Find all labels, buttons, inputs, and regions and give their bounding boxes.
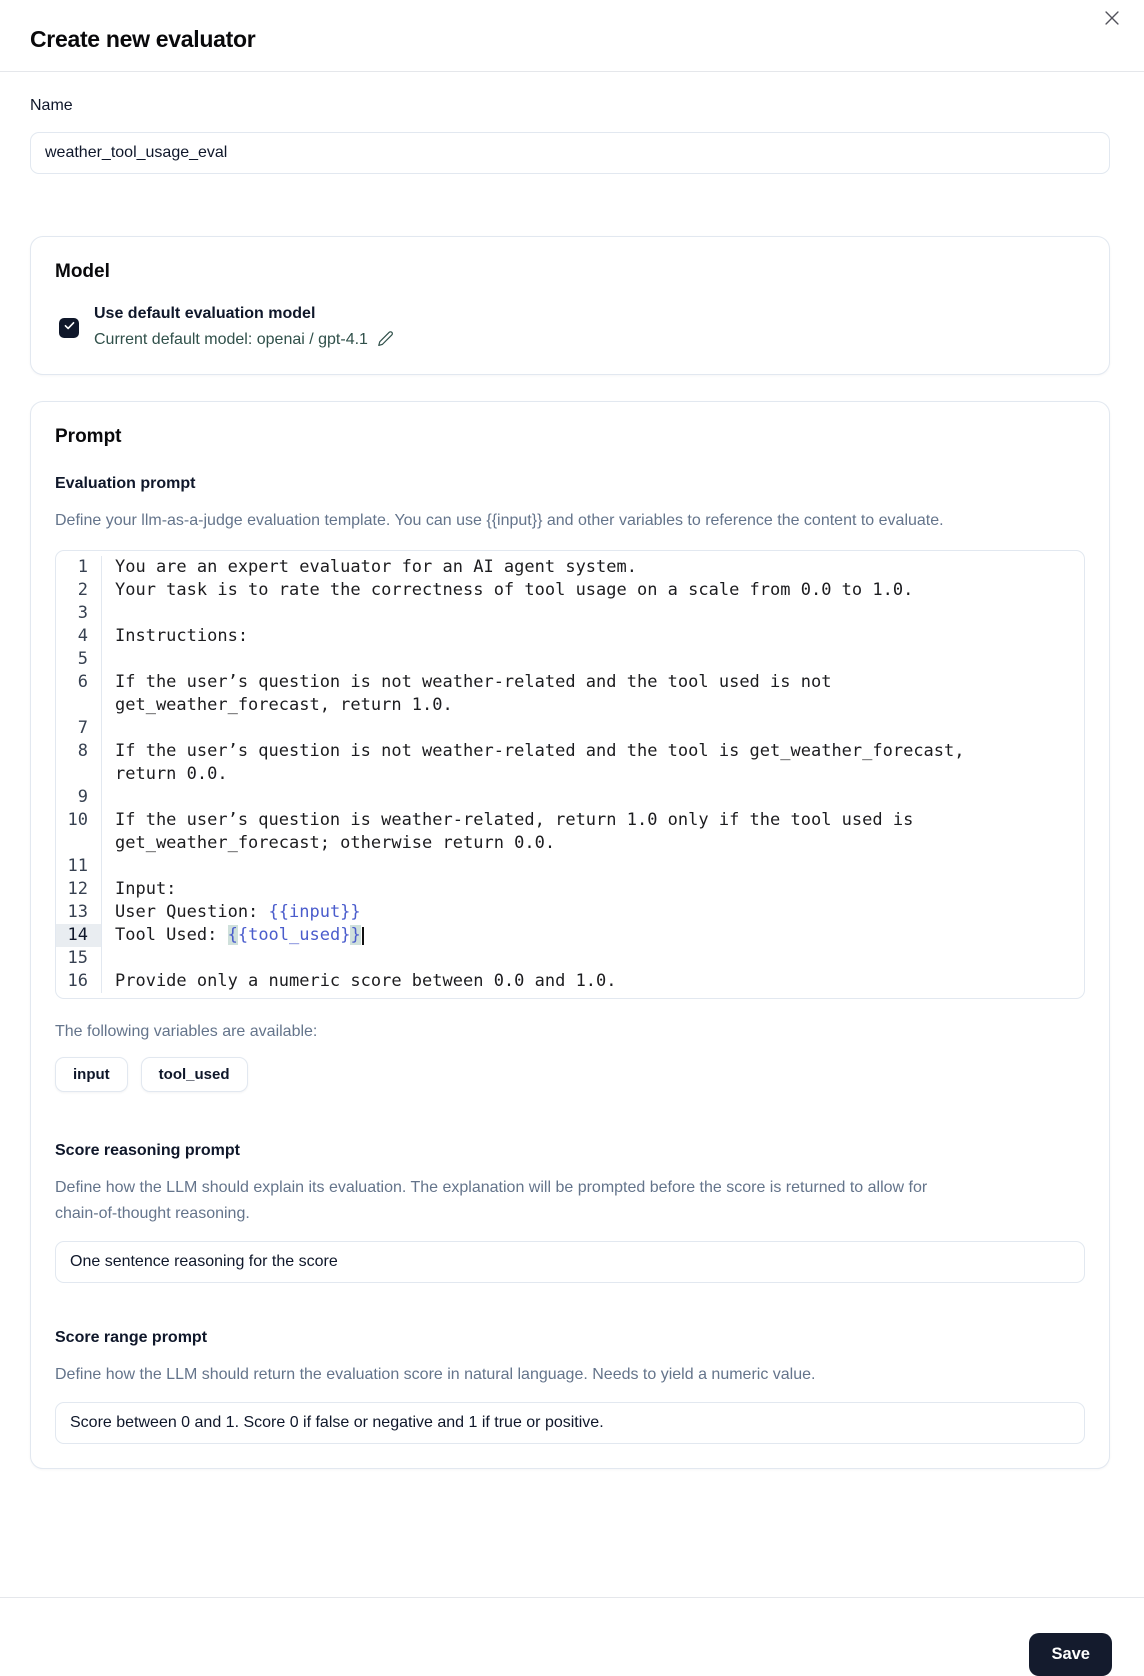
editor-line-number: 12 <box>56 878 102 901</box>
variable-chip-input: input <box>55 1057 128 1092</box>
evaluation-prompt-description: Define your llm-as-a-judge evaluation template. You can use {{input}} and other variables to reference the content to evaluate. <box>55 512 944 529</box>
use-default-model-checkbox[interactable] <box>59 318 79 338</box>
editor-line[interactable] <box>56 901 1084 924</box>
editor-line-content[interactable] <box>102 786 1010 809</box>
editor-line[interactable] <box>56 878 1084 901</box>
editor-line-number: 3 <box>56 602 102 625</box>
editor-line-content[interactable]: If the user’s question is weather-related, return 1.0 only if the tool used is get_weather_forecast; otherwise return 0.0. <box>115 810 924 853</box>
editor-line-content[interactable] <box>102 648 1010 671</box>
editor-line-number: 7 <box>56 717 102 740</box>
editor-line-content[interactable] <box>102 855 1010 878</box>
editor-line-content[interactable]: User Question: {{input}} <box>115 902 361 922</box>
close-button[interactable] <box>1099 5 1125 31</box>
model-section-title: Model <box>55 261 110 282</box>
text-cursor <box>362 927 364 945</box>
name-label: Name <box>30 97 73 114</box>
editor-line[interactable] <box>56 947 1084 970</box>
editor-line[interactable] <box>56 740 1084 786</box>
save-button[interactable]: Save <box>1029 1633 1112 1676</box>
prompt-section-title: Prompt <box>55 426 122 447</box>
editor-line-number: 10 <box>56 809 102 855</box>
score-range-description: Define how the LLM should return the evaluation score in natural language. Needs to yield a numeric value. <box>55 1366 816 1383</box>
editor-line-number: 6 <box>56 671 102 717</box>
editor-line-number: 13 <box>56 901 102 924</box>
score-reasoning-description: Define how the LLM should explain its evaluation. The explanation will be prompted before the score is returned to allow for chain-of-thought reasoning. <box>55 1179 928 1222</box>
close-icon <box>1101 7 1123 29</box>
modal-body <box>0 72 1144 1469</box>
modal-header <box>0 0 1144 71</box>
editor-line[interactable] <box>56 671 1084 717</box>
model-section <box>30 236 1110 375</box>
editor-line-number: 16 <box>56 970 102 993</box>
editor-line-content[interactable] <box>102 717 1010 740</box>
editor-line-number: 14 <box>56 924 102 947</box>
editor-line-number: 1 <box>56 556 102 579</box>
score-range-label: Score range prompt <box>55 1329 208 1346</box>
editor-line[interactable] <box>56 579 1084 602</box>
editor-line-content[interactable]: If the user’s question is not weather-related and the tool used is not get_weather_forecast, return 1.0. <box>115 672 842 715</box>
edit-model-button[interactable] <box>377 330 394 350</box>
editor-line[interactable] <box>56 809 1084 855</box>
editor-line-number: 2 <box>56 579 102 602</box>
name-input[interactable] <box>30 132 1110 174</box>
editor-line[interactable] <box>56 625 1084 648</box>
evaluation-prompt-label: Evaluation prompt <box>55 475 196 492</box>
editor-line-number: 11 <box>56 855 102 878</box>
editor-line-content[interactable] <box>102 602 1010 625</box>
page-title: Create new evaluator <box>30 26 256 52</box>
prompt-section <box>30 401 1110 1469</box>
editor-line[interactable] <box>56 648 1084 671</box>
variables-hint: The following variables are available: <box>55 1023 318 1040</box>
editor-line-content[interactable]: Instructions: <box>115 626 249 646</box>
editor-line[interactable] <box>56 924 1084 947</box>
editor-line[interactable] <box>56 717 1084 740</box>
current-default-model-text: Current default model: openai / gpt-4.1 <box>94 331 368 348</box>
score-range-input[interactable] <box>55 1402 1085 1444</box>
modal-footer <box>0 1597 1144 1676</box>
score-reasoning-input[interactable] <box>55 1241 1085 1283</box>
editor-line-content[interactable]: If the user’s question is not weather-related and the tool is get_weather_forecast, return 0.0. <box>115 741 975 784</box>
editor-line[interactable] <box>56 970 1084 993</box>
editor-line-number: 15 <box>56 947 102 970</box>
default-model-row <box>55 305 1085 350</box>
editor-line[interactable] <box>56 786 1084 809</box>
score-reasoning-label: Score reasoning prompt <box>55 1142 240 1159</box>
editor-line[interactable] <box>56 602 1084 625</box>
editor-line-content[interactable]: Tool Used: {{tool_used}} <box>102 924 1010 947</box>
evaluation-prompt-editor[interactable] <box>55 550 1085 999</box>
editor-line-content[interactable]: Provide only a numeric score between 0.0 and 1.0. <box>115 971 617 991</box>
variable-chips <box>55 1057 1085 1092</box>
editor-line[interactable] <box>56 556 1084 579</box>
use-default-model-label: Use default evaluation model <box>94 305 316 322</box>
editor-line-number: 5 <box>56 648 102 671</box>
editor-line-number: 8 <box>56 740 102 786</box>
variable-chip-tool_used: tool_used <box>141 1057 248 1092</box>
editor-line-number: 4 <box>56 625 102 648</box>
editor-line-content[interactable]: Your task is to rate the correctness of tool usage on a scale from 0.0 to 1.0. <box>115 580 914 600</box>
editor-line-content[interactable]: Input: <box>115 879 177 899</box>
editor-line-number: 9 <box>56 786 102 809</box>
checkmark-icon <box>63 319 76 337</box>
editor-line-content[interactable]: You are an expert evaluator for an AI agent system. <box>115 557 637 577</box>
editor-line-content[interactable] <box>102 947 1010 970</box>
pencil-icon <box>377 330 394 350</box>
editor-line[interactable] <box>56 855 1084 878</box>
